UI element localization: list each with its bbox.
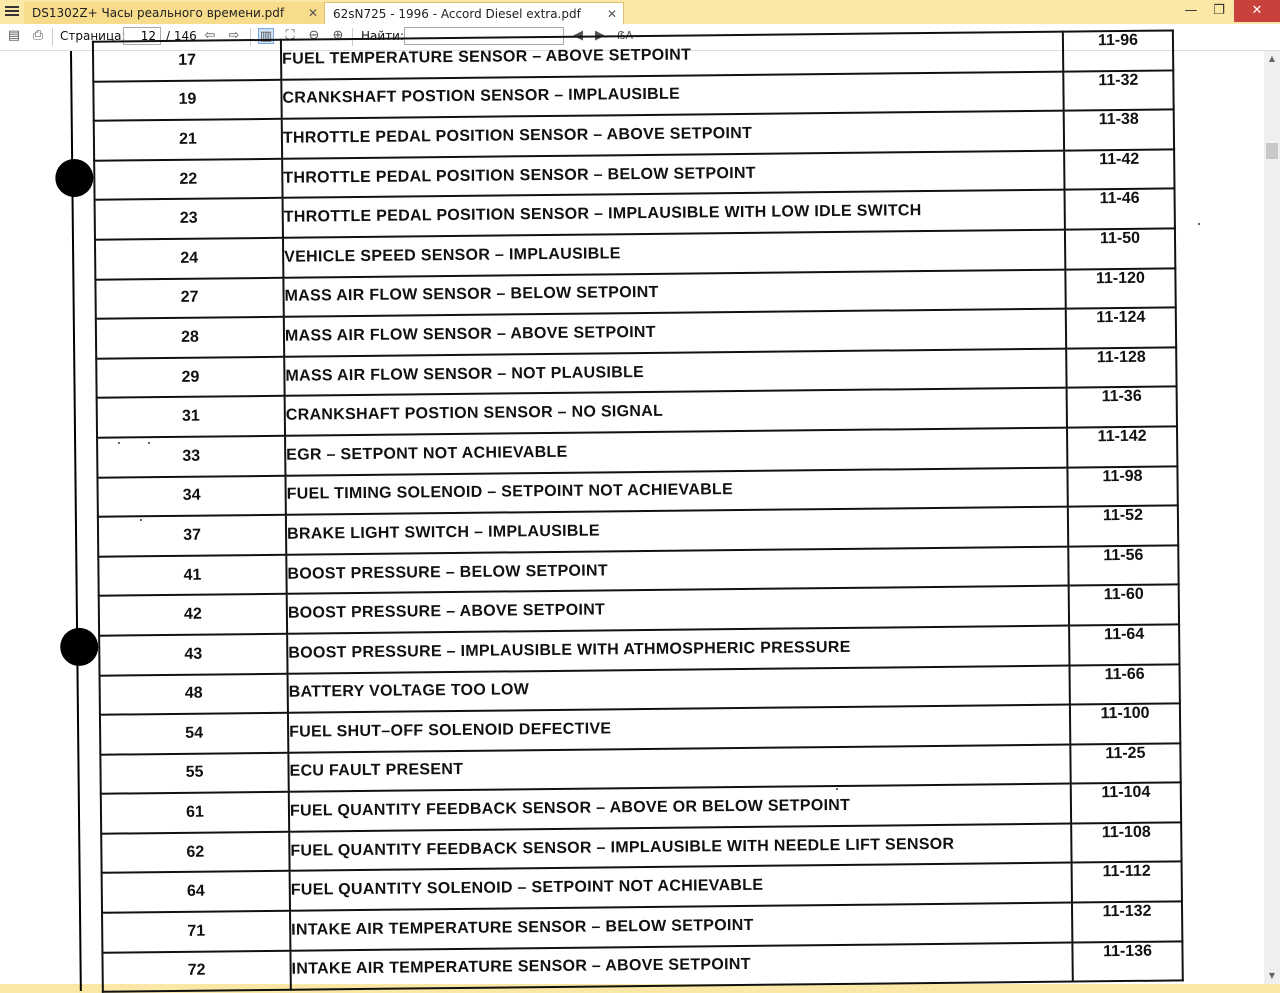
page-ref-cell: 11-112 xyxy=(1072,862,1182,903)
find-label: Найти: xyxy=(361,29,405,43)
zoom-out-icon[interactable]: ⊖ xyxy=(308,28,320,43)
scan-speck xyxy=(148,442,150,444)
code-cell: 41 xyxy=(98,554,286,596)
code-cell: 61 xyxy=(101,792,289,834)
page-ref-cell: 11-100 xyxy=(1070,704,1180,745)
scan-speck xyxy=(140,519,142,521)
code-cell: 33 xyxy=(97,436,285,478)
description-cell: MASS AIR FLOW SENSOR – BELOW SETPOINT xyxy=(283,269,1065,317)
forward-arrow-icon[interactable]: ⇨ xyxy=(228,28,240,43)
description-cell: FUEL QUANTITY FEEDBACK SENSOR – IMPLAUSIBLE WITH NEEDLE LIFT SENSOR xyxy=(289,823,1071,871)
description-cell: VEHICLE SPEED SENSOR – IMPLAUSIBLE xyxy=(283,230,1065,278)
code-cell: 37 xyxy=(98,515,286,557)
code-cell: 23 xyxy=(95,198,283,240)
code-cell: 43 xyxy=(99,634,287,676)
description-cell: BRAKE LIGHT SWITCH – IMPLAUSIBLE xyxy=(286,507,1068,555)
code-cell: 27 xyxy=(95,277,283,319)
page-ref-cell: 11-108 xyxy=(1071,822,1181,863)
code-cell: 24 xyxy=(95,238,283,280)
code-cell: 62 xyxy=(101,832,289,874)
tab-accord-diesel[interactable] xyxy=(324,2,624,24)
page-ref-cell: 11-60 xyxy=(1069,585,1179,626)
description-cell: FUEL QUANTITY SOLENOID – SETPOINT NOT ACHIEVABLE xyxy=(290,863,1072,911)
description-cell: THROTTLE PEDAL POSITION SENSOR – ABOVE SETPOINT xyxy=(282,111,1064,159)
page-ref-cell: 11-38 xyxy=(1064,110,1174,151)
maximize-button[interactable]: ❐ xyxy=(1213,3,1225,18)
tab-ds1302[interactable] xyxy=(24,2,324,24)
page-ref-cell: 11-120 xyxy=(1065,268,1175,309)
description-cell: BOOST PRESSURE – BELOW SETPOINT xyxy=(286,546,1068,594)
single-page-icon[interactable]: ▥ xyxy=(259,29,273,44)
back-arrow-icon[interactable]: ⇦ xyxy=(204,28,216,43)
close-window-button[interactable]: ✕ xyxy=(1234,0,1280,22)
page-ref-cell: 11-128 xyxy=(1066,347,1176,388)
code-cell: 22 xyxy=(94,159,282,201)
description-cell: FUEL QUANTITY FEEDBACK SENSOR – ABOVE OR BELOW SETPOINT xyxy=(289,784,1071,832)
description-cell: MASS AIR FLOW SENSOR – ABOVE SETPOINT xyxy=(284,309,1066,357)
zoom-in-icon[interactable]: ⊕ xyxy=(332,28,344,43)
code-cell: 34 xyxy=(97,475,285,517)
page-ref-cell: 11-56 xyxy=(1068,545,1178,586)
page-ref-cell: 11-98 xyxy=(1067,466,1177,507)
description-cell: FUEL SHUT–OFF SOLENOID DEFECTIVE xyxy=(288,705,1070,753)
scroll-up-icon[interactable]: ▲ xyxy=(1268,54,1276,63)
code-cell: 31 xyxy=(97,396,285,438)
description-cell: FUEL TEMPERATURE SENSOR – ABOVE SETPOINT xyxy=(281,32,1063,80)
find-prev-icon[interactable]: ◀ xyxy=(573,28,583,43)
description-cell: CRANKSHAFT POSTION SENSOR – NO SIGNAL xyxy=(285,388,1067,436)
code-cell: 48 xyxy=(100,673,288,715)
code-cell: 17 xyxy=(93,40,281,82)
tab-label: 62sN725 - 1996 - Accord Diesel extra.pdf xyxy=(333,7,581,21)
scan-speck xyxy=(118,442,120,444)
description-cell: ECU FAULT PRESENT xyxy=(288,744,1070,792)
code-cell: 55 xyxy=(100,752,288,794)
toolbar-separator xyxy=(52,28,53,46)
scroll-thumb[interactable] xyxy=(1266,143,1278,159)
page-ref-cell: 11-104 xyxy=(1071,783,1181,824)
description-cell: THROTTLE PEDAL POSITION SENSOR – BELOW SETPOINT xyxy=(282,150,1064,198)
scan-speck xyxy=(836,788,838,790)
title-bar xyxy=(0,0,1280,24)
close-icon[interactable]: ✕ xyxy=(606,7,617,21)
punch-hole xyxy=(60,628,98,666)
page-ref-cell: 11-42 xyxy=(1064,149,1174,190)
page-ref-cell: 11-50 xyxy=(1065,228,1175,269)
vertical-scrollbar[interactable] xyxy=(1264,51,1280,984)
code-cell: 28 xyxy=(96,317,284,359)
page-total: / 146 xyxy=(166,29,197,43)
page-ref-cell: 11-36 xyxy=(1067,387,1177,428)
description-cell: BOOST PRESSURE – IMPLAUSIBLE WITH ATHMOSPHERIC PRESSURE xyxy=(287,625,1069,673)
description-cell: BATTERY VOLTAGE TOO LOW xyxy=(288,665,1070,713)
open-file-icon[interactable]: ▤ xyxy=(7,28,21,43)
description-cell: FUEL TIMING SOLENOID – SETPOINT NOT ACHIEVABLE xyxy=(285,467,1067,515)
page-ref-cell: 11-52 xyxy=(1068,506,1178,547)
page-number-input[interactable]: 12 xyxy=(123,27,161,45)
code-cell: 54 xyxy=(100,713,288,755)
print-icon[interactable]: ⎙ xyxy=(32,28,44,43)
page-ref-cell: 11-96 xyxy=(1063,30,1173,71)
trouble-code-table xyxy=(92,29,1184,993)
scan-speck xyxy=(1198,223,1200,225)
find-next-icon[interactable]: ▶ xyxy=(595,28,605,43)
page-ref-cell: 11-64 xyxy=(1069,624,1179,665)
page-ref-cell: 11-136 xyxy=(1072,941,1182,982)
page-ref-cell: 11-66 xyxy=(1069,664,1179,705)
tab-label: DS1302Z+ Часы реального времени.pdf xyxy=(32,6,285,20)
scroll-down-icon[interactable]: ▼ xyxy=(1268,971,1276,980)
code-cell: 71 xyxy=(102,911,290,953)
hamburger-icon[interactable] xyxy=(4,4,20,20)
punch-hole xyxy=(55,159,93,197)
page-ref-cell: 11-46 xyxy=(1065,189,1175,230)
code-cell: 64 xyxy=(102,871,290,913)
page-ref-cell: 11-32 xyxy=(1063,70,1173,111)
page-ref-cell: 11-124 xyxy=(1066,308,1176,349)
description-cell: MASS AIR FLOW SENSOR – NOT PLAUSIBLE xyxy=(284,348,1066,396)
match-case-icon[interactable]: ẞA xyxy=(617,29,633,42)
minimize-button[interactable]: — xyxy=(1184,3,1198,18)
description-cell: CRANKSHAFT POSTION SENSOR – IMPLAUSIBLE xyxy=(281,71,1063,119)
fit-page-icon[interactable]: ⛶ xyxy=(285,28,295,43)
code-cell: 72 xyxy=(102,950,290,992)
code-cell: 42 xyxy=(99,594,287,636)
page-ref-cell: 11-142 xyxy=(1067,426,1177,467)
close-icon[interactable]: ✕ xyxy=(307,6,318,20)
code-cell: 19 xyxy=(93,79,281,121)
description-cell: EGR – SETPONT NOT ACHIEVABLE xyxy=(285,428,1067,476)
description-cell: INTAKE AIR TEMPERATURE SENSOR – ABOVE SETPOINT xyxy=(290,942,1072,990)
description-cell: THROTTLE PEDAL POSITION SENSOR – IMPLAUSIBLE WITH LOW IDLE SWITCH xyxy=(283,190,1065,238)
code-cell: 21 xyxy=(94,119,282,161)
page-ref-cell: 11-132 xyxy=(1072,901,1182,942)
page-ref-cell: 11-25 xyxy=(1070,743,1180,784)
description-cell: BOOST PRESSURE – ABOVE SETPOINT xyxy=(287,586,1069,634)
code-cell: 29 xyxy=(96,357,284,399)
page-label: Страница: xyxy=(60,29,126,43)
description-cell: INTAKE AIR TEMPERATURE SENSOR – BELOW SETPOINT xyxy=(290,903,1072,951)
